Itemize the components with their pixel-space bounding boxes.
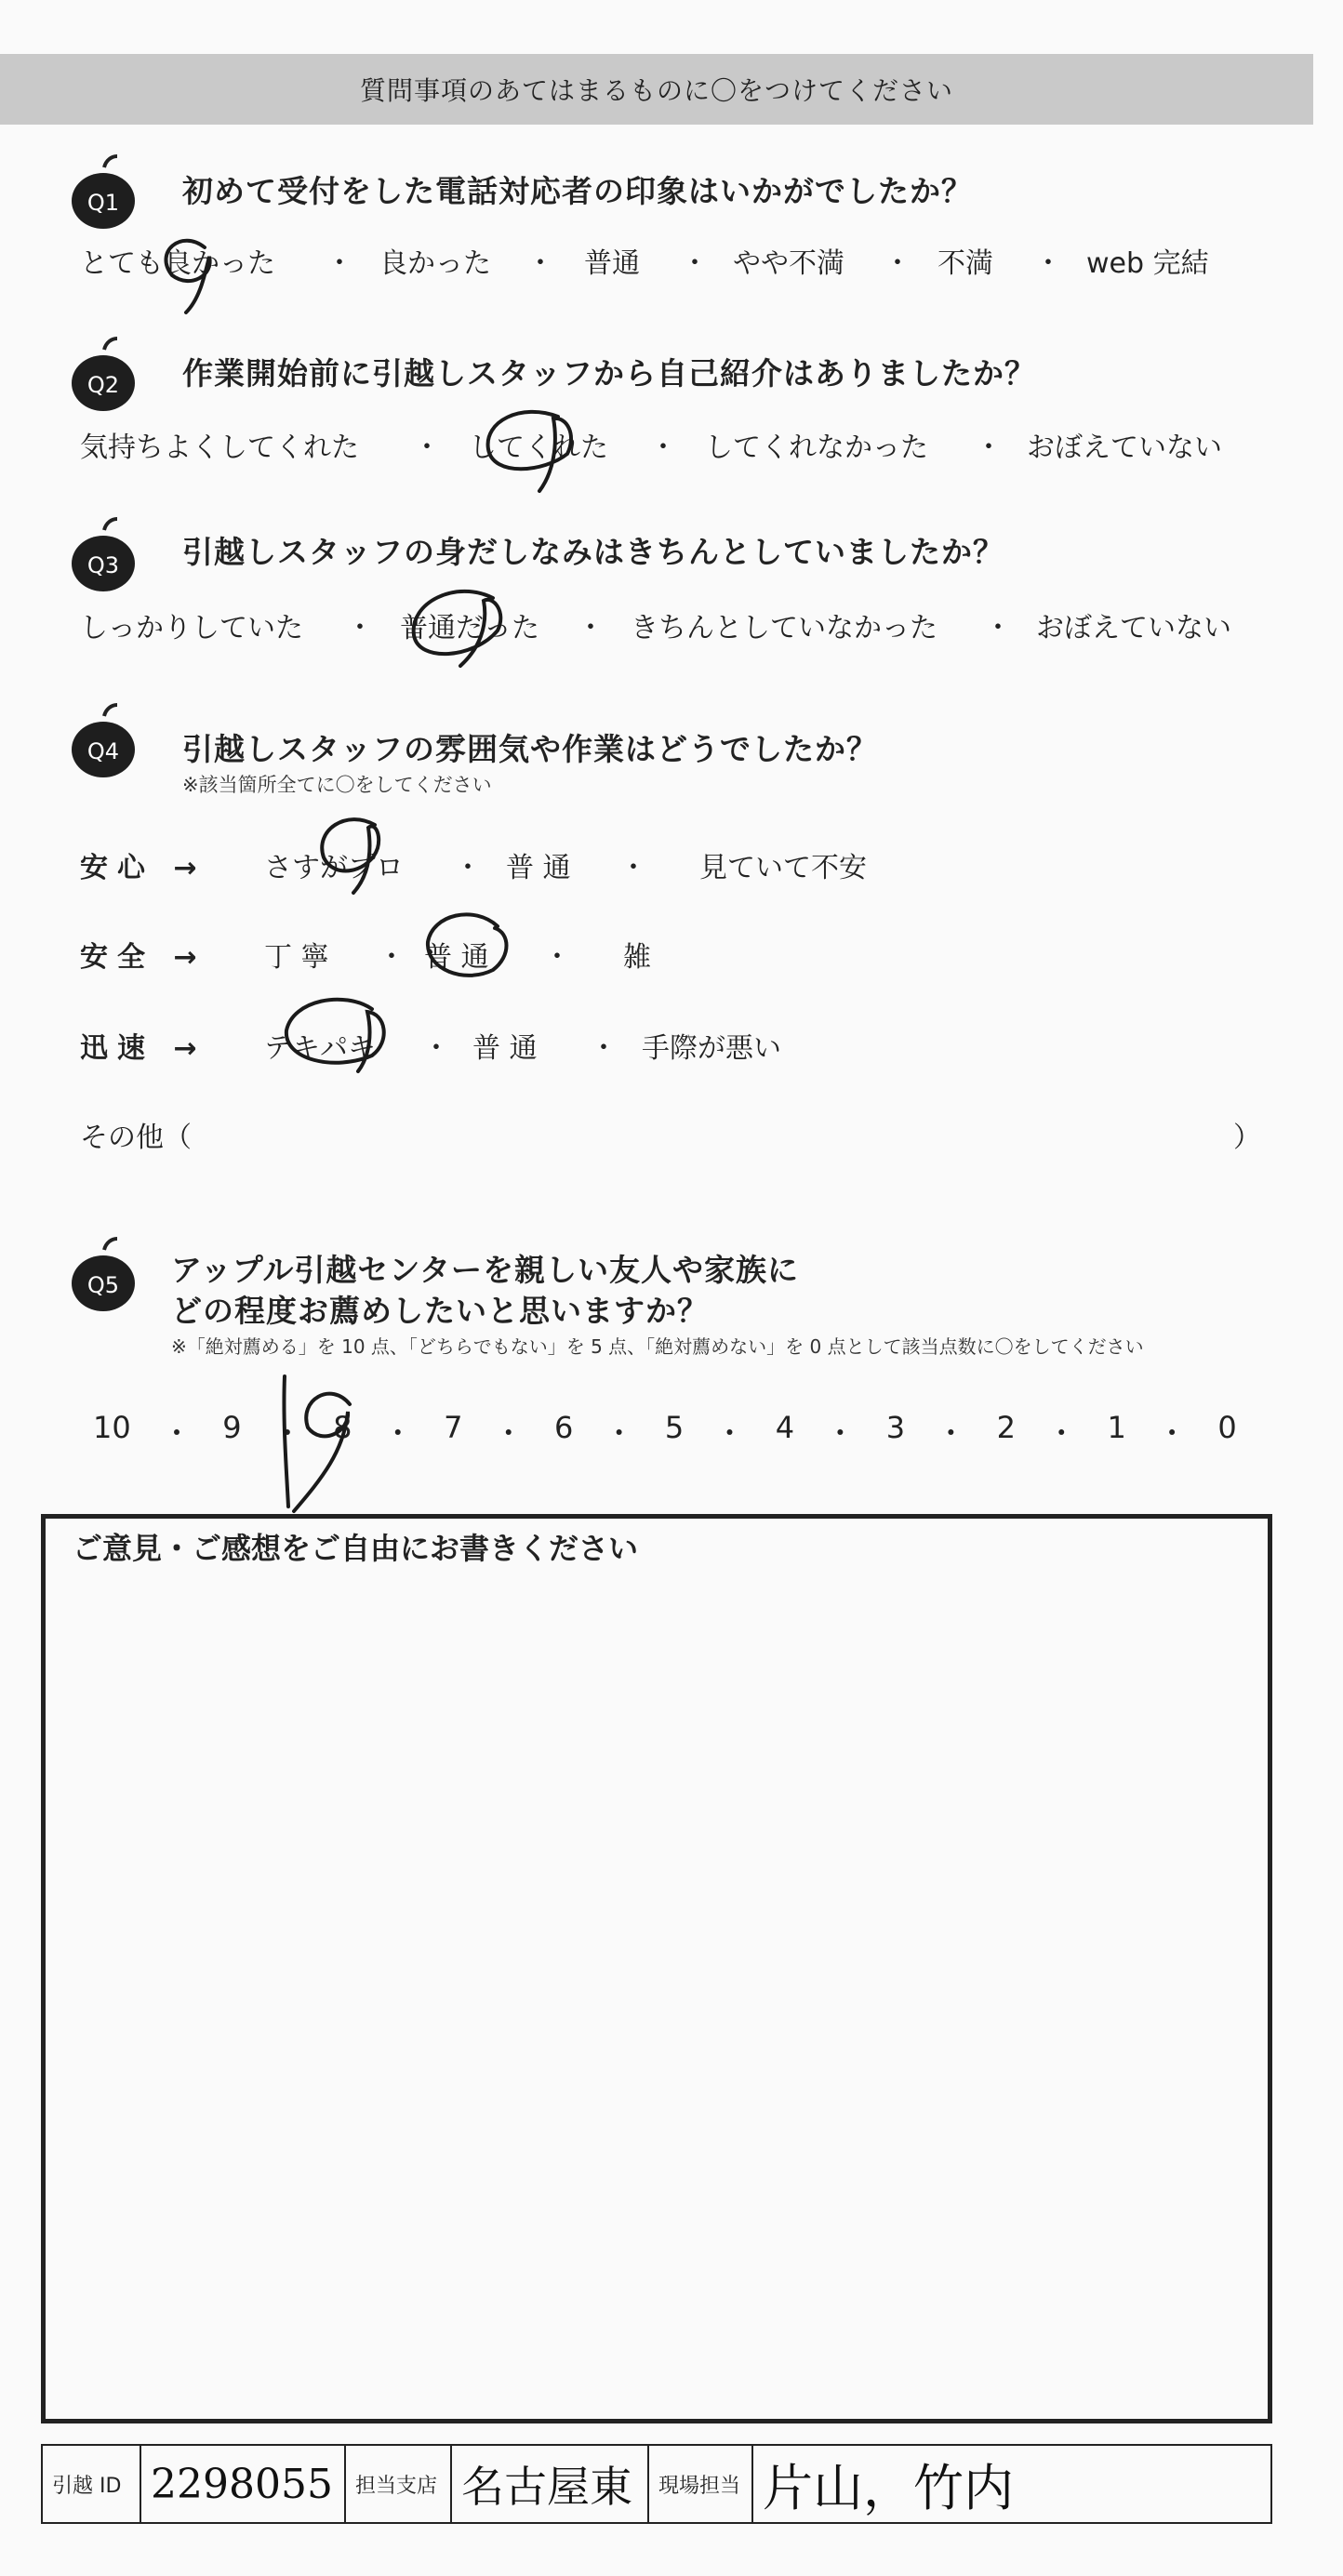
q3-apple-icon	[63, 517, 143, 597]
comments-title: ご意見・ご感想をご自由にお書きください	[73, 1531, 639, 1566]
q4-apple-icon	[63, 703, 143, 783]
branch-value: 名古屋東	[452, 2446, 649, 2522]
q3-option-neat[interactable]: しっかりしていた	[80, 612, 303, 644]
separator: ・	[422, 1032, 450, 1065]
separator: ・	[346, 612, 374, 644]
score-4[interactable]: 4	[775, 1410, 795, 1445]
q3-option-dont-remember[interactable]: おぼえていない	[1036, 612, 1231, 644]
q4-row-jinsoku-label: 迅速 →	[80, 1032, 206, 1065]
separator: ・	[825, 1415, 856, 1451]
q4-anzen-option-careful[interactable]: 丁 寧	[264, 941, 329, 974]
branch-label: 担当支店	[346, 2446, 452, 2522]
q4-anshin-option-normal[interactable]: 普 通	[506, 852, 571, 884]
score-10[interactable]: 10	[93, 1410, 131, 1445]
q4-label: Q4	[86, 738, 120, 764]
q5-note: ※「絶対薦める」を 10 点、「どちらでもない」を 5 点、「絶対薦めない」を 0 点として該当点数に〇をしてください	[171, 1335, 1144, 1358]
q4-other-close: ）	[1233, 1122, 1261, 1154]
q4-anzen-option-normal[interactable]: 普 通	[424, 941, 489, 974]
q5-scale	[93, 1410, 1237, 1453]
q1-option-dissatisfied[interactable]: 不満	[937, 247, 993, 280]
q1-option-normal[interactable]: 普通	[584, 247, 640, 280]
q5-question-line1: アップル引越センターを親しい友人や家族に	[171, 1252, 800, 1288]
move-id-value: 2298055	[141, 2446, 346, 2522]
separator: ・	[378, 941, 406, 974]
separator: ・	[543, 941, 571, 974]
q4-other-label: その他（	[80, 1122, 192, 1154]
separator: ・	[619, 852, 647, 884]
score-7[interactable]: 7	[444, 1410, 463, 1445]
q2-option-did-not[interactable]: してくれなかった	[705, 432, 928, 464]
separator: ・	[604, 1415, 634, 1451]
separator: ・	[649, 432, 677, 464]
instructions-header: 質問事項のあてはまるものに〇をつけてください	[0, 54, 1313, 125]
score-8[interactable]: 8	[333, 1410, 352, 1445]
q4-jinsoku-option-clumsy[interactable]: 手際が悪い	[642, 1032, 781, 1065]
q2-apple-icon	[63, 337, 143, 417]
staff-value: 片山，竹内	[763, 2458, 1014, 2517]
q1-option-good[interactable]: 良かった	[379, 247, 491, 280]
separator: ・	[577, 612, 605, 644]
separator: ・	[714, 1415, 745, 1451]
q4-anshin-option-anxious[interactable]: 見ていて不安	[699, 852, 867, 884]
footer-info	[41, 2444, 1272, 2524]
score-2[interactable]: 2	[996, 1410, 1016, 1445]
q4-note: ※該当箇所全てに〇をしてください	[182, 774, 492, 796]
separator: ・	[454, 852, 482, 884]
q3-option-normal[interactable]: 普通だった	[400, 612, 539, 644]
q2-option-dont-remember[interactable]: おぼえていない	[1027, 432, 1222, 464]
q1-question: 初めて受付をした電話対応者の印象はいかがでしたか？	[182, 173, 973, 209]
q1-handwritten-mark	[140, 219, 242, 322]
q2-option-warmly[interactable]: 気持ちよくしてくれた	[80, 432, 359, 464]
q4-question: 引越しスタッフの雰囲気や作業はどうでしたか？	[182, 731, 878, 767]
q4-anshin-handwritten-mark	[296, 802, 407, 904]
comments-box[interactable]	[41, 1514, 1272, 2423]
score-5[interactable]: 5	[664, 1410, 685, 1445]
q2-question: 作業開始前に引越しスタッフから自己紹介はありましたか？	[182, 355, 1036, 392]
separator: ・	[413, 432, 441, 464]
q5-label: Q5	[86, 1272, 120, 1298]
q2-handwritten-mark	[465, 398, 586, 500]
move-id-label: 引越 ID	[43, 2446, 141, 2522]
q4-jinsoku-handwritten-mark	[270, 986, 400, 1088]
q4-jinsoku-option-efficient[interactable]: テキパキ	[264, 1032, 376, 1065]
score-9[interactable]: 9	[222, 1410, 242, 1445]
separator: ・	[1157, 1415, 1188, 1451]
q1-option-somewhat-dissatisfied[interactable]: やや不満	[733, 247, 844, 280]
separator: ・	[590, 1032, 618, 1065]
q5-handwritten-mark	[272, 1367, 378, 1516]
q4-row-anzen-label: 安全 →	[80, 941, 206, 974]
score-3[interactable]: 3	[885, 1410, 906, 1445]
separator: ・	[1046, 1415, 1077, 1451]
score-1[interactable]: 1	[1107, 1410, 1126, 1445]
score-6[interactable]: 6	[553, 1410, 574, 1445]
separator: ・	[382, 1415, 413, 1451]
score-0[interactable]: 0	[1217, 1410, 1237, 1445]
q2-label: Q2	[86, 372, 120, 398]
q1-label: Q1	[86, 190, 120, 216]
q3-label: Q3	[86, 552, 120, 578]
q3-option-not-neat[interactable]: きちんとしていなかった	[631, 612, 937, 644]
q1-apple-icon	[63, 154, 143, 234]
separator: ・	[681, 247, 709, 280]
q4-anzen-option-sloppy[interactable]: 雑	[623, 941, 651, 974]
separator: ・	[984, 612, 1012, 644]
q5-apple-icon	[63, 1237, 143, 1317]
separator: ・	[526, 247, 554, 280]
q1-option-very-good[interactable]: とても良かった	[80, 247, 275, 280]
q3-question: 引越しスタッフの身だしなみはきちんとしていましたか？	[182, 534, 1004, 570]
separator: ・	[936, 1415, 966, 1451]
separator: ・	[1034, 247, 1062, 280]
q1-option-web[interactable]: web 完結	[1086, 247, 1209, 280]
q4-row-anshin-label: 安心 →	[80, 852, 206, 884]
separator: ・	[161, 1415, 192, 1451]
separator: ・	[326, 247, 353, 280]
staff-label: 現場担当	[649, 2446, 753, 2522]
q4-jinsoku-option-normal[interactable]: 普 通	[472, 1032, 538, 1065]
separator: ・	[975, 432, 1003, 464]
q3-handwritten-mark	[391, 575, 521, 677]
q5-question-line2: どの程度お薦めしたいと思いますか？	[171, 1293, 709, 1329]
q4-anzen-handwritten-mark	[409, 900, 521, 993]
separator: ・	[884, 247, 911, 280]
q4-anshin-option-pro[interactable]: さすがプロ	[264, 852, 404, 884]
separator: ・	[272, 1415, 302, 1451]
q2-option-did[interactable]: してくれた	[469, 432, 608, 464]
separator: ・	[493, 1415, 524, 1451]
